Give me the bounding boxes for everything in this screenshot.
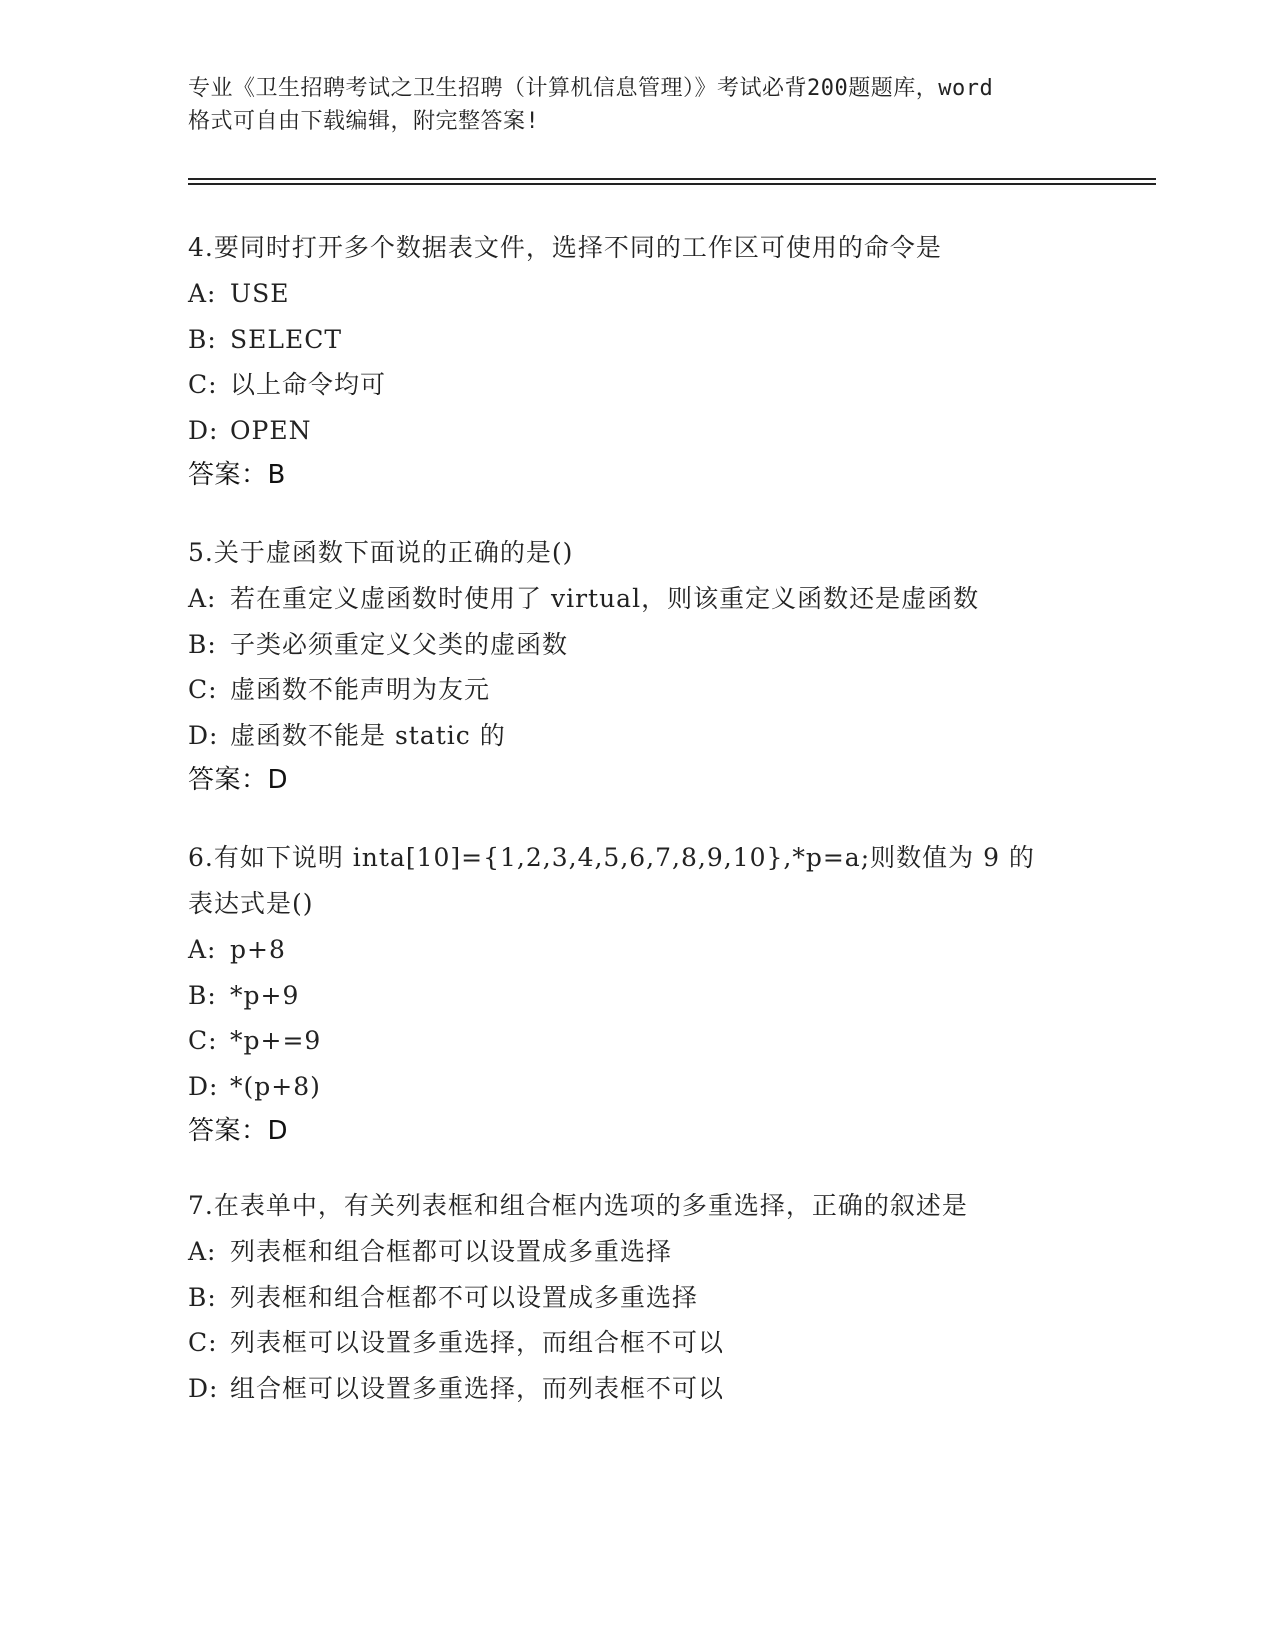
option-label: C: (188, 675, 218, 704)
option-label: B: (188, 1282, 217, 1312)
option-b (188, 973, 1148, 1019)
document-header (188, 72, 1088, 138)
option-label: C: (188, 370, 218, 399)
option-d (188, 1366, 1148, 1412)
question-6 (188, 835, 1148, 1153)
option-text: 列表框和组合框都不可以设置成多重选择 (230, 1282, 699, 1312)
option-c (188, 1320, 1148, 1366)
option-label: B: (188, 629, 217, 659)
option-label: D: (188, 720, 219, 750)
option-c (188, 362, 1148, 408)
option-text: *(p+8) (230, 1071, 321, 1101)
question-stem-continued: 表达式是() (188, 889, 314, 918)
answer-line: 答案：B (188, 460, 286, 490)
option-text: 虚函数不能声明为友元 (230, 675, 491, 704)
question-stem: 6.有如下说明 inta[10]={1,2,3,4,5,6,7,8,9,10},*p=a;则数值为 9 的 (188, 843, 1035, 872)
option-text: 组合框可以设置多重选择，而列表框不可以 (230, 1373, 725, 1403)
option-d (188, 713, 1148, 759)
header-divider-bottom (188, 183, 1156, 185)
question-stem: 7.在表单中，有关列表框和组合框内选项的多重选择，正确的叙述是 (188, 1191, 968, 1220)
option-label: A: (188, 279, 217, 308)
option-text: 列表框可以设置多重选择，而组合框不可以 (230, 1328, 725, 1357)
option-d (188, 1064, 1148, 1110)
option-text: USE (230, 279, 290, 308)
option-label: A: (188, 584, 217, 613)
answer-line: 答案：D (188, 1116, 289, 1146)
option-text: p+8 (230, 935, 286, 964)
option-c (188, 1018, 1148, 1064)
option-label: C: (188, 1328, 218, 1357)
option-text: 若在重定义虚函数时使用了 virtual，则该重定义函数还是虚函数 (230, 584, 980, 613)
header-divider-top (188, 178, 1156, 180)
question-stem: 4.要同时打开多个数据表文件，选择不同的工作区可使用的命令是 (188, 233, 942, 262)
option-a (188, 271, 1148, 317)
option-text: *p+9 (230, 980, 300, 1010)
option-d (188, 408, 1148, 454)
option-c (188, 667, 1148, 713)
option-label: D: (188, 415, 219, 445)
header-line-2: 格式可自由下载编辑，附完整答案! (188, 109, 540, 134)
option-text: *p+=9 (230, 1026, 322, 1055)
option-b (188, 1275, 1148, 1321)
question-stem: 5.关于虚函数下面说的正确的是() (188, 538, 574, 567)
option-text: 以上命令均可 (230, 370, 387, 399)
option-text: 列表框和组合框都可以设置成多重选择 (230, 1237, 673, 1266)
option-a (188, 576, 1148, 622)
option-label: C: (188, 1026, 218, 1055)
header-line-1: 专业《卫生招聘考试之卫生招聘（计算机信息管理）》考试必背200题题库，word (188, 76, 994, 101)
option-b (188, 622, 1148, 668)
option-text: 子类必须重定义父类的虚函数 (230, 629, 569, 659)
option-b (188, 317, 1148, 363)
question-5 (188, 530, 1148, 802)
option-label: A: (188, 1237, 217, 1266)
option-label: A: (188, 935, 217, 964)
option-a (188, 927, 1148, 973)
option-a (188, 1229, 1148, 1275)
question-7 (188, 1183, 1148, 1411)
option-text: 虚函数不能是 static 的 (230, 720, 506, 750)
option-label: D: (188, 1071, 219, 1101)
option-label: B: (188, 324, 217, 354)
option-text: SELECT (230, 324, 343, 354)
answer-line: 答案：D (188, 765, 289, 795)
question-4 (188, 225, 1148, 497)
option-label: B: (188, 980, 217, 1010)
option-label: D: (188, 1373, 219, 1403)
option-text: OPEN (230, 415, 312, 445)
